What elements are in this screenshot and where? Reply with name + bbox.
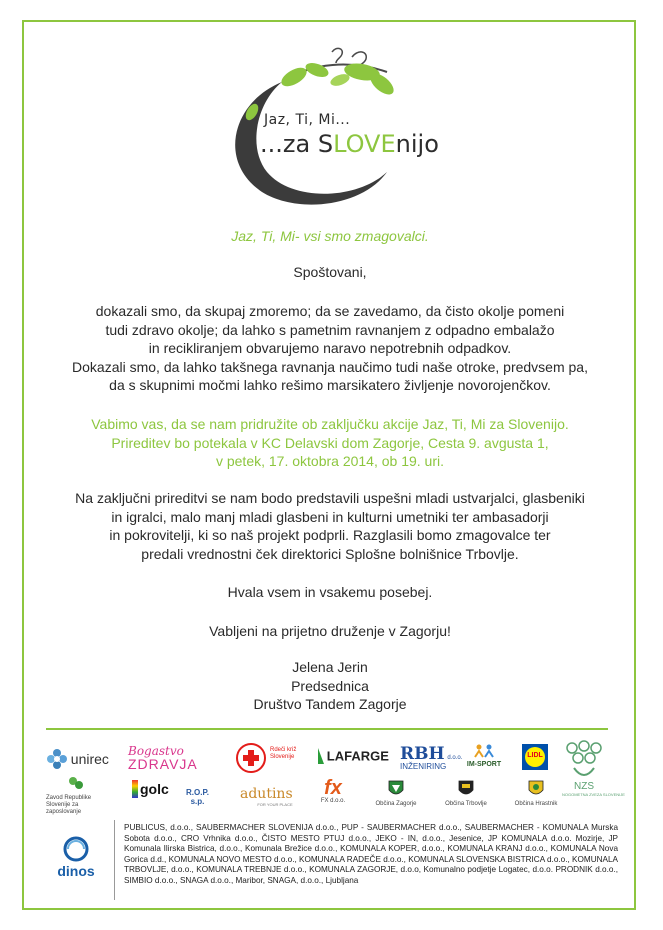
invitation-line: v petek, 17. oktobra 2014, ob 19. uri. (215, 453, 445, 469)
zavod-label: Zavod Republike Slovenije za zaposlovanje (46, 795, 92, 815)
sponsor-unirec (46, 748, 109, 770)
sponsor-obcina-trbovlje (444, 780, 488, 807)
unirec-flower-icon (46, 748, 68, 770)
divider (46, 728, 608, 730)
red-cross-label: Rdeči križ Slovenije (270, 747, 297, 760)
logo-line2 (260, 130, 439, 158)
paragraph-line: predali vrednostni ček direktorici Splošne bolnišnice Trbovlje. (141, 545, 519, 562)
paragraph-line: da s skupnimi močmi lahko rešimo marsikatero življenje novorojenčkov. (109, 377, 551, 393)
sponsor-lidl (522, 744, 548, 770)
red-cross-icon (236, 743, 266, 773)
dinos-label: dinos (57, 863, 95, 879)
trbovlje-coat-of-arms-icon (458, 780, 474, 798)
sponsor-rbh (400, 744, 462, 771)
invitation-line: Prireditev bo potekala v KC Delavski dom Zagorje, Cesta 9. avgusta 1, (111, 434, 549, 451)
invited-block (40, 622, 620, 641)
lafarge-label: LAFARGE (326, 748, 389, 764)
paragraph-1 (40, 302, 620, 395)
sponsor-im-sport (462, 744, 506, 768)
paragraph-line: dokazali smo, da skupaj zmoremo; da se zavedamo, da čisto okolje pomeni (95, 303, 565, 319)
obcina-zagorje-label: Občina Zagorje (375, 801, 417, 807)
sponsor-adutins (240, 786, 293, 807)
sponsor-golc (132, 780, 169, 798)
invitation-line: Vabimo vas, da se nam pridružite ob zaključku akcije Jaz, Ti, Mi za Slovenijo. (91, 416, 569, 432)
signature-block (40, 658, 620, 714)
golc-colorbar-icon (132, 780, 138, 798)
golc-label: golc (140, 781, 169, 797)
fx-logo-icon: fx (324, 777, 342, 799)
zagorje-coat-of-arms-icon (388, 780, 404, 798)
paragraph-line: in igralci, malo manj mladi glasbeni in kulturni umetniki ter ambasadorji (111, 508, 549, 525)
lidl-label: LIDL (527, 752, 543, 759)
headline: Jaz, Ti, Mi- vsi smo zmagovalci. (231, 228, 429, 244)
thanks-block (40, 583, 620, 602)
footer-sponsor-list: PUBLICUS, d.o.o., SAUBERMACHER SLOVENIJA d.o.o., PUP - SAUBERMACHER d.o.o., SAUBERMACHER - KOMUNALA Murska Sobota d.o.o., CRO Vrhnika d.o.o., ČISTO MESTO PTUJ d.o.o., JEKO - IN, d.o.o., Jesenice, JP KOMUNALA d.o.o. Mozirje, JP Komunala Ilirska Bistrica, d.o.o., Komunala Brežice d.o.o., KOMUNALA KOPER, d.o.o., KOMUNALA KRANJ d.o.o., KOMUNALA Nova Gorica d.d., KOMUNALA NOVO MESTO d.o.o., KOMUNALA RADEČE d.o.o., KOMUNALA SLOVENSKA BISTRICA d.o.o., KOMUNALA TRBOVLJE, d.o.o., KOMUNALA TREBNJE d.o.o., KOMUNALA ZAGORJE, d.o.o, Komunalno podjetje Logatec, d.o.o. PRODNIK d.o.o., SIMBIO d.o.o., SNAGA d.o.o., Maribor, SNAGA, d.o.o., Ljubljana (124, 823, 618, 885)
lafarge-mark-icon (318, 748, 324, 764)
paragraph-2 (40, 489, 620, 563)
greeting: Spoštovani, (293, 264, 367, 280)
sponsor-red-cross (236, 743, 297, 776)
rbh-label: RBH (400, 744, 445, 764)
logo-line2-green: LOVE (333, 130, 396, 158)
logo-line2-suffix: nijo (395, 130, 439, 158)
paragraph-line: Dokazali smo, da lahko takšnega ravnanja naučimo tudi naše otroke, predvsem pa, (72, 358, 588, 375)
footer-divider (114, 820, 115, 900)
sponsor-dinos (44, 836, 108, 879)
rop-sp-label: s.p. (190, 797, 205, 806)
zavod-leaf-icon (68, 776, 84, 792)
sponsor-nzs (562, 740, 625, 797)
rbh-doo-label: d.o.o. (447, 755, 463, 761)
obcina-trbovlje-label: Občina Trbovlje (445, 801, 487, 807)
sponsor-lafarge (318, 748, 389, 764)
im-sport-figures-icon (474, 744, 494, 758)
im-sport-label: IM-SPORT (466, 761, 502, 768)
campaign-logo (212, 42, 452, 212)
invitation-paragraph (40, 415, 620, 471)
signature-org: Društvo Tandem Zagorje (253, 696, 407, 712)
signature-name: Jelena Jerin (292, 659, 368, 675)
sponsor-fx (318, 778, 348, 804)
rop-label: R.O.P. (186, 788, 209, 797)
signature-role: Predsednica (291, 677, 369, 694)
logo-line2-prefix: ...za S (260, 130, 334, 158)
headline-block (40, 227, 620, 246)
sponsor-rop (186, 788, 209, 806)
sponsor-obcina-hrastnik (514, 780, 558, 807)
nzs-sub-label: NOGOMETNA ZVEZA SLOVENIJE (562, 792, 625, 797)
paragraph-line: Na zaključni prireditvi se nam bodo predstavili uspešni mladi ustvarjalci, glasbeniki (75, 490, 585, 506)
unirec-label: unirec (70, 751, 109, 767)
hrastnik-coat-of-arms-icon (528, 780, 544, 798)
sponsor-bogastvo-zdravja (128, 744, 198, 772)
obcina-hrastnik-label: Občina Hrastnik (514, 801, 558, 807)
adutins-label: adutins (240, 786, 293, 802)
greeting-block (40, 263, 620, 282)
sponsor-obcina-zagorje (374, 780, 418, 807)
sponsor-zavod (46, 776, 106, 816)
rbh-sub-label: INŽENIRING (400, 762, 447, 771)
zdravja-label: ZDRAVJA (128, 756, 198, 772)
paragraph-line: in pokrovitelji, ki so naš projekt podprli. Razglasili bomo zmagovalce ter (109, 527, 551, 543)
paragraph-line: tudi zdravo okolje; da lahko s pametnim ravnanjem z odpadno embalažo (105, 321, 555, 338)
nzs-label: NZS (574, 781, 594, 792)
logo-line1: Jaz, Ti, Mi... (264, 112, 351, 128)
adutins-sub-label: FOR YOUR PLACE (257, 802, 293, 807)
invited-text: Vabljeni na prijetno druženje v Zagorju! (209, 623, 451, 639)
paragraph-line: in recikliranjem obvarujemo naravo nepotrebnih odpadkov. (148, 340, 512, 356)
fx-label: FX d.o.o. (320, 798, 346, 804)
thanks: Hvala vsem in vsakemu posebej. (227, 584, 433, 600)
dinos-ring-icon (63, 836, 89, 862)
bogastvo-label: Bogastvo (128, 744, 184, 758)
lidl-badge-icon (522, 744, 548, 770)
nzs-ball-icon (564, 740, 604, 784)
